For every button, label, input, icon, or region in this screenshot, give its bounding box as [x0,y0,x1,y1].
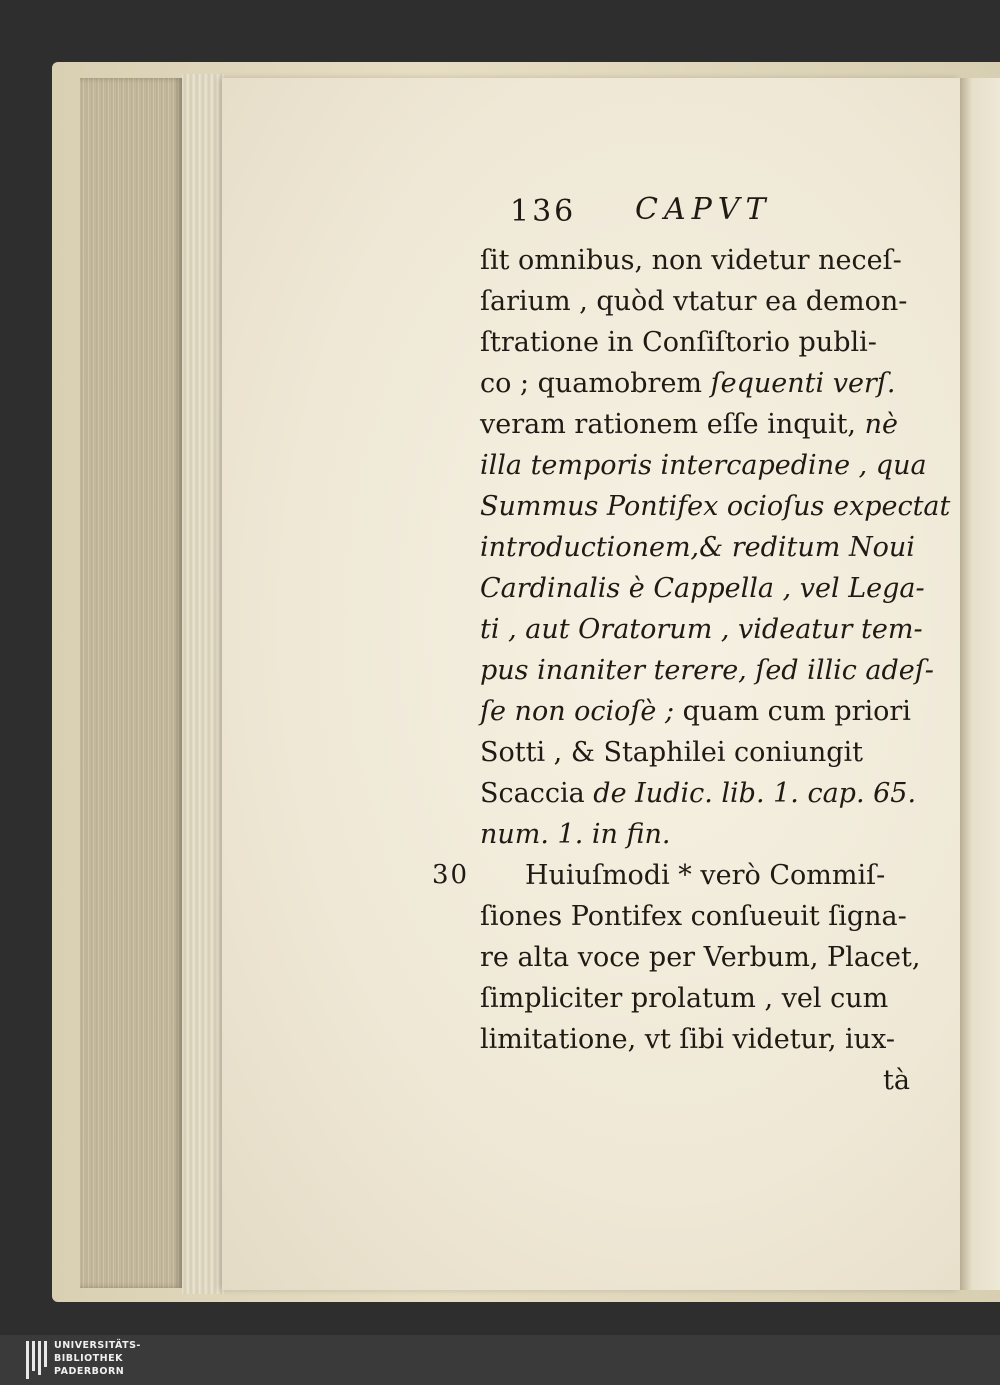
margin-number: 30 [432,860,470,890]
footer-bar [0,1335,1000,1385]
page-header [480,188,940,240]
page-text [432,188,951,1101]
text-line: ſiones Pontifex conſueuit ſigna- [480,901,907,932]
text-line: ſarium , quòd vtatur ea demon- [480,286,908,317]
text-line: introductionem,& reditum Noui [480,532,915,563]
text-line: Sotti , & Staphilei coniungit [480,737,863,768]
text-line: illa temporis intercapedine , qua [480,450,927,481]
text-line: veram rationem eſſe inquit, nè [480,409,898,440]
catchword: tà [883,1065,910,1096]
page-edges [80,78,182,1288]
text-line: ſimpliciter prolatum , vel cum [480,983,889,1014]
page-stack [182,74,224,1294]
text-line: Scaccia de Iudic. lib. 1. cap. 65. [480,778,917,809]
text-line: ſit omnibus, non videtur neceſ- [480,245,902,276]
text-line: ſtratione in Conſiſtorio publi- [480,327,877,358]
facing-page-edge [960,78,1000,1290]
text-line: ſe non ocioſè ; quam cum priori [480,696,911,727]
paragraph-first-line: 30 Huiuſmodi * verò Commiſ- [480,855,940,896]
text-line: re alta voce per Verbum, Placet, [480,942,921,973]
text-line: pus inaniter terere, ſed illic adeſ- [480,655,934,686]
library-logo-icon [26,1341,48,1379]
text-line: ti , aut Oratorum , videatur tem- [480,614,923,645]
library-logo-text: UNIVERSITÄTS- BIBLIOTHEK PADERBORN [54,1340,141,1377]
page-number: 136 [510,194,577,229]
text-line: num. 1. in fin. [480,819,671,850]
running-head: CAPVT [635,192,772,227]
text-line: co ; quamobrem ſequenti verſ. [480,368,896,399]
text-line: limitatione, vt ſibi videtur, iux- [480,1024,895,1055]
text-line: Summus Pontifex ocioſus expectat [480,491,951,522]
text-line: Cardinalis è Cappella , vel Lega- [480,573,925,604]
